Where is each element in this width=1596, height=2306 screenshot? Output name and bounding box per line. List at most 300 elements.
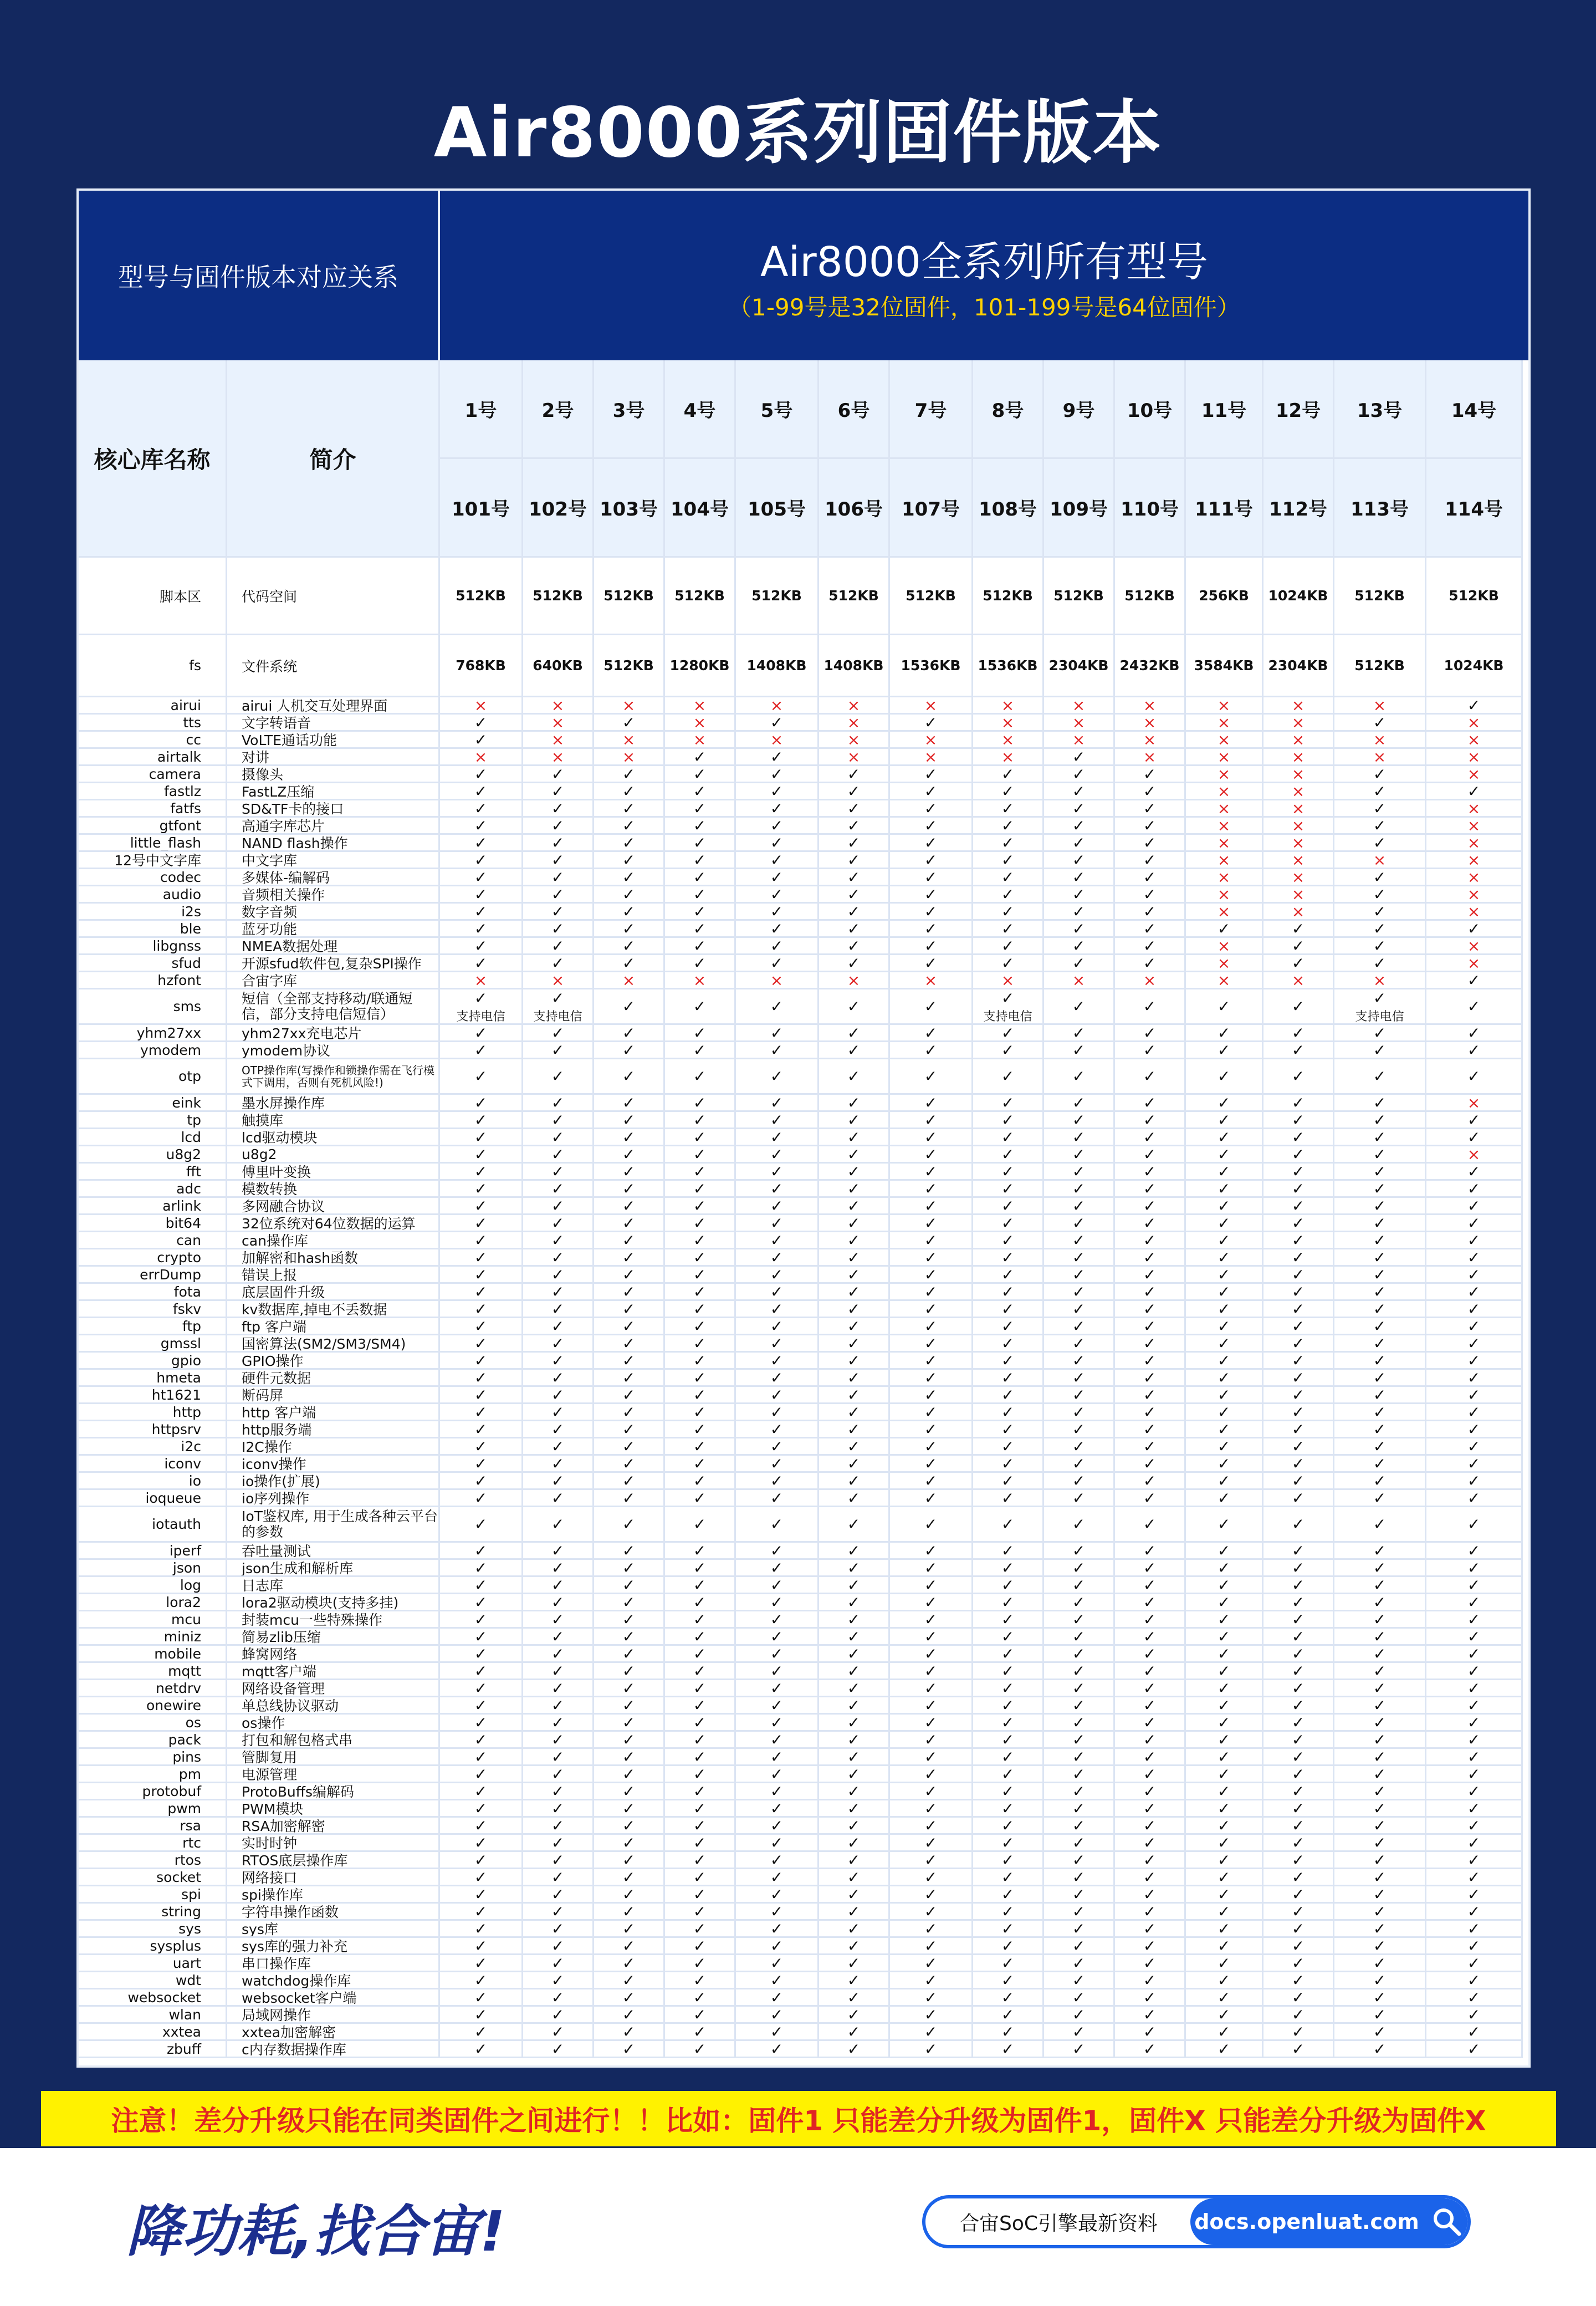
cross-icon: ×: [1291, 783, 1305, 800]
support-cell: [973, 818, 1044, 835]
support-cell: [1334, 1456, 1426, 1473]
check-icon: ✓: [1143, 1387, 1157, 1404]
library-name: mcu: [79, 1611, 227, 1629]
support-cell: [523, 972, 594, 989]
support-cell: [819, 732, 890, 749]
library-name: audio: [79, 886, 227, 904]
model-number-header: 8号: [973, 360, 1044, 459]
support-cell: [1115, 921, 1186, 938]
docs-link-button[interactable]: [1190, 2198, 1467, 2245]
check-icon: ✓: [1072, 749, 1086, 766]
library-desc: FastLZ压缩: [227, 783, 440, 800]
check-icon: ✓: [1373, 1938, 1387, 1955]
check-icon: ✓: [770, 1042, 784, 1059]
support-cell: [523, 1129, 594, 1146]
cross-icon: ×: [1373, 732, 1387, 749]
support-cell: [665, 1577, 736, 1594]
check-icon: ✓: [847, 1249, 861, 1267]
support-cell: [1186, 1611, 1264, 1629]
check-icon: ✓: [693, 818, 707, 835]
check-icon: ✓: [1467, 1594, 1481, 1611]
support-cell: [1186, 1025, 1264, 1042]
support-cell: [1264, 1800, 1334, 1818]
library-row: [79, 1886, 1528, 1904]
check-icon: ✓: [1143, 1835, 1157, 1852]
support-cell: [736, 1112, 819, 1129]
check-icon: ✓: [1467, 1749, 1481, 1766]
check-icon: ✓: [1373, 1886, 1387, 1904]
support-cell: [1044, 1938, 1115, 1955]
support-cell: [1186, 921, 1264, 938]
check-icon: ✓: [1072, 2041, 1086, 2058]
support-cell: [819, 818, 890, 835]
check-icon: ✓: [1373, 869, 1387, 886]
model-number-header: 13号: [1334, 360, 1426, 459]
support-cell: [819, 1095, 890, 1112]
check-icon: ✓: [1291, 1198, 1305, 1215]
header-right-subtitle: （1-99号是32位固件，101-199号是64位固件）: [728, 294, 1240, 321]
support-cell: [594, 1783, 665, 1800]
check-icon: ✓: [1143, 1972, 1157, 1989]
support-cell: [1334, 1869, 1426, 1886]
check-icon: ✓: [847, 1025, 861, 1042]
cross-icon: ×: [622, 732, 636, 749]
support-cell: [1044, 1852, 1115, 1869]
support-cell: [594, 1715, 665, 1732]
check-icon: ✓: [1001, 1267, 1015, 1284]
docs-link-pill[interactable]: [922, 2195, 1471, 2248]
check-icon: ✓: [1143, 1042, 1157, 1059]
check-icon: ✓: [1001, 1732, 1015, 1749]
support-cell: [890, 1181, 973, 1198]
support-cell: [973, 766, 1044, 783]
support-cell: [1044, 1370, 1115, 1387]
check-icon: ✓: [1467, 1267, 1481, 1284]
library-row: [79, 1387, 1528, 1404]
check-icon: ✓: [847, 869, 861, 886]
check-icon: ✓: [770, 2024, 784, 2041]
support-cell: [1426, 715, 1523, 732]
check-icon: ✓: [551, 1387, 565, 1404]
library-name: netdrv: [79, 1680, 227, 1697]
check-icon: ✓: [847, 938, 861, 955]
support-cell: [1264, 1129, 1334, 1146]
support-cell: [665, 989, 736, 1025]
check-icon: ✓: [1467, 1680, 1481, 1697]
library-name: fatfs: [79, 800, 227, 818]
support-cell: [665, 1318, 736, 1335]
support-cell: [1264, 1611, 1334, 1629]
check-icon: ✓: [474, 1112, 488, 1129]
check-icon: ✓: [474, 1766, 488, 1783]
support-cell: [736, 1181, 819, 1198]
support-cell: [440, 1095, 523, 1112]
support-cell: [1186, 1353, 1264, 1370]
support-cell: [973, 852, 1044, 869]
check-icon: ✓: [1467, 1181, 1481, 1198]
check-icon: ✓: [1291, 1284, 1305, 1301]
support-cell: [665, 1129, 736, 1146]
check-icon: ✓: [770, 749, 784, 766]
check-icon: ✓: [847, 1577, 861, 1594]
support-cell: [440, 1215, 523, 1232]
support-cell: [1426, 938, 1523, 955]
support-cell: [440, 1543, 523, 1560]
check-icon: ✓: [551, 1989, 565, 2007]
support-cell: [1044, 904, 1115, 921]
check-icon: ✓: [1072, 1095, 1086, 1112]
check-icon: ✓: [924, 1438, 938, 1456]
check-icon: ✓: [847, 1955, 861, 1972]
support-cell: [1044, 972, 1115, 989]
support-cell: [1334, 1629, 1426, 1646]
support-cell: [973, 783, 1044, 800]
support-cell: [1264, 1370, 1334, 1387]
support-cell: [736, 1835, 819, 1852]
support-cell: [594, 1800, 665, 1818]
check-icon: ✓: [1072, 818, 1086, 835]
check-icon: ✓: [622, 1490, 636, 1507]
check-icon: ✓: [1217, 1577, 1231, 1594]
check-icon: ✓: [1001, 938, 1015, 955]
footer-slogan: 降功耗,找合宙!: [126, 2199, 505, 2264]
check-icon: ✓: [847, 1629, 861, 1646]
cross-icon: ×: [1143, 732, 1157, 749]
cross-icon: ×: [1467, 749, 1481, 766]
support-cell: [736, 1732, 819, 1749]
check-icon: ✓: [1143, 1067, 1157, 1085]
support-cell: [665, 1335, 736, 1353]
support-cell: [594, 1680, 665, 1697]
support-cell: [665, 2007, 736, 2024]
support-cell: [1264, 1629, 1334, 1646]
check-icon: ✓: [1001, 886, 1015, 904]
support-cell: [1044, 1267, 1115, 1284]
check-icon: ✓: [622, 1663, 636, 1680]
support-cell: [1044, 1697, 1115, 1715]
support-cell: [1426, 1198, 1523, 1215]
support-cell: [523, 1387, 594, 1404]
support-cell: [1426, 1456, 1523, 1473]
check-icon: ✓: [474, 835, 488, 852]
support-cell: [1264, 1869, 1334, 1886]
library-name: socket: [79, 1869, 227, 1886]
support-cell: [440, 1404, 523, 1421]
check-icon: ✓: [551, 955, 565, 972]
support-cell: [1264, 921, 1334, 938]
support-cell: [890, 1112, 973, 1129]
support-cell: [594, 800, 665, 818]
check-icon: ✓: [1373, 1025, 1387, 1042]
check-icon: ✓: [1217, 1267, 1231, 1284]
check-icon: ✓: [770, 1456, 784, 1473]
check-icon: ✓: [1291, 1318, 1305, 1335]
library-row: [79, 1507, 1528, 1543]
check-icon: ✓: [1143, 1146, 1157, 1164]
support-cell: [1426, 1387, 1523, 1404]
check-icon: ✓: [847, 1067, 861, 1085]
support-cell: [1264, 1215, 1334, 1232]
support-cell: [1186, 1835, 1264, 1852]
check-icon: ✓: [1217, 1543, 1231, 1560]
support-cell: [594, 715, 665, 732]
check-icon: ✓: [1291, 1783, 1305, 1800]
support-cell: [594, 1507, 665, 1543]
support-cell: [1044, 1611, 1115, 1629]
check-icon: ✓: [1143, 1886, 1157, 1904]
model-number-header-64bit: 114号: [1426, 459, 1523, 558]
check-icon: ✓: [474, 2041, 488, 2058]
size-value: 512KB: [1334, 558, 1426, 635]
support-cell: [523, 1852, 594, 1869]
support-cell: [973, 1904, 1044, 1921]
support-cell: [440, 2007, 523, 2024]
support-cell: [973, 1611, 1044, 1629]
cross-icon: ×: [1373, 749, 1387, 766]
support-cell: [736, 1543, 819, 1560]
library-desc: OTP操作库(写操作和锁操作需在飞行模式下调用，否则有死机风险!): [227, 1059, 440, 1095]
library-desc: GPIO操作: [227, 1353, 440, 1370]
check-icon: ✓: [1291, 1543, 1305, 1560]
library-desc: 打包和解包格式串: [227, 1732, 440, 1749]
support-cell: [819, 1611, 890, 1629]
check-icon: ✓: [1291, 1611, 1305, 1629]
support-cell: [594, 1904, 665, 1921]
library-name: ioqueue: [79, 1490, 227, 1507]
check-icon: ✓: [847, 1146, 861, 1164]
support-cell: [890, 1473, 973, 1490]
support-cell: [1115, 1594, 1186, 1611]
support-cell: [890, 1164, 973, 1181]
cross-icon: ×: [1291, 869, 1305, 886]
support-cell: [440, 1989, 523, 2007]
check-icon: ✓: [1001, 1181, 1015, 1198]
library-row: [79, 1938, 1528, 1955]
library-row: [79, 1301, 1528, 1318]
support-cell: [1186, 1284, 1264, 1301]
support-cell: [890, 1852, 973, 1869]
support-cell: [1334, 1146, 1426, 1164]
library-desc: I2C操作: [227, 1438, 440, 1456]
check-icon: ✓: [924, 1783, 938, 1800]
support-cell: [665, 1611, 736, 1629]
support-cell: [523, 1611, 594, 1629]
support-cell: [890, 1629, 973, 1646]
check-icon: ✓: [1373, 1594, 1387, 1611]
support-cell: [1186, 697, 1264, 715]
check-icon: ✓: [847, 1473, 861, 1490]
check-icon: ✓: [474, 1370, 488, 1387]
support-cell: [819, 869, 890, 886]
check-icon: ✓: [847, 1989, 861, 2007]
check-icon: ✓: [474, 1067, 488, 1085]
check-icon: ✓: [1143, 1732, 1157, 1749]
support-cell: [440, 1697, 523, 1715]
support-cell: [440, 1663, 523, 1680]
support-cell: [594, 1456, 665, 1473]
library-name: wlan: [79, 2007, 227, 2024]
check-icon: ✓: [622, 1680, 636, 1697]
check-icon: ✓: [622, 1886, 636, 1904]
support-cell: [1334, 1904, 1426, 1921]
check-icon: ✓: [924, 1387, 938, 1404]
check-icon: ✓: [1291, 938, 1305, 955]
check-icon: ✓: [474, 2007, 488, 2024]
support-cell: [1334, 921, 1426, 938]
check-icon: ✓: [1001, 1835, 1015, 1852]
library-desc: 音频相关操作: [227, 886, 440, 904]
library-desc: sys库的强力补充: [227, 1938, 440, 1955]
check-icon: ✓: [1291, 1095, 1305, 1112]
support-cell: [594, 1095, 665, 1112]
support-cell: [736, 1438, 819, 1456]
check-icon: ✓: [1072, 1112, 1086, 1129]
check-icon: ✓: [622, 1456, 636, 1473]
support-cell: [440, 1904, 523, 1921]
support-cell: [1426, 1921, 1523, 1938]
check-icon: ✓: [622, 1938, 636, 1955]
support-cell: [890, 1438, 973, 1456]
check-icon: ✓: [1467, 2041, 1481, 2058]
check-icon: ✓: [847, 1611, 861, 1629]
check-icon: ✓: [1001, 1370, 1015, 1387]
check-icon: ✓: [1072, 955, 1086, 972]
check-icon: ✓: [1373, 2007, 1387, 2024]
support-cell: [665, 1042, 736, 1059]
size-value: 768KB: [440, 635, 523, 697]
check-icon: ✓: [1291, 1335, 1305, 1353]
library-desc: IoT鉴权库, 用于生成各种云平台的参数: [227, 1507, 440, 1543]
check-icon: ✓: [847, 835, 861, 852]
check-icon: ✓: [1217, 1473, 1231, 1490]
support-cell: [1186, 1543, 1264, 1560]
support-cell: [523, 1249, 594, 1267]
check-icon: ✓: [847, 1938, 861, 1955]
support-cell: [819, 1732, 890, 1749]
check-icon: ✓: [1001, 1490, 1015, 1507]
support-cell: [890, 1680, 973, 1697]
support-cell: [594, 835, 665, 852]
library-row: [79, 972, 1528, 989]
support-cell: [523, 989, 594, 1025]
support-cell: [440, 1715, 523, 1732]
support-cell: [736, 1353, 819, 1370]
library-row: [79, 1972, 1528, 1989]
model-number-header-64bit: 109号: [1044, 459, 1115, 558]
check-icon: ✓: [1143, 1284, 1157, 1301]
support-cell: [736, 1715, 819, 1732]
support-cell: [440, 1421, 523, 1438]
support-cell: [594, 2024, 665, 2041]
support-cell: [1426, 904, 1523, 921]
check-icon: ✓: [1001, 1989, 1015, 2007]
library-desc: io序列操作: [227, 1490, 440, 1507]
check-icon: ✓: [1291, 1886, 1305, 1904]
check-icon: ✓: [693, 1284, 707, 1301]
support-cell: [890, 1938, 973, 1955]
check-icon: ✓: [1217, 1129, 1231, 1146]
check-icon: ✓: [1217, 1680, 1231, 1697]
support-cell: [1186, 1938, 1264, 1955]
support-cell: [594, 1646, 665, 1663]
size-value: 512KB: [973, 558, 1044, 635]
check-icon: ✓: [1373, 1543, 1387, 1560]
size-value: 2304KB: [1044, 635, 1115, 697]
support-cell: [1115, 1904, 1186, 1921]
check-icon: ✓: [847, 1783, 861, 1800]
support-cell: [1115, 1215, 1186, 1232]
support-cell: [1264, 1852, 1334, 1869]
support-cell: [1115, 1921, 1186, 1938]
support-cell: [1044, 1921, 1115, 1938]
check-icon: ✓: [474, 1749, 488, 1766]
support-cell: [440, 1335, 523, 1353]
library-row: [79, 852, 1528, 869]
library-row: [79, 938, 1528, 955]
support-cell: [1334, 1749, 1426, 1766]
support-cell: [594, 989, 665, 1025]
support-cell: [819, 1215, 890, 1232]
library-desc: 管脚复用: [227, 1749, 440, 1766]
check-icon: ✓: [924, 1318, 938, 1335]
support-cell: [890, 1198, 973, 1215]
check-icon: ✓: [1373, 1421, 1387, 1438]
support-cell: [973, 1818, 1044, 1835]
support-cell: [440, 921, 523, 938]
check-icon: ✓: [924, 1335, 938, 1353]
check-icon: ✓: [1072, 1387, 1086, 1404]
check-icon: ✓: [622, 1749, 636, 1766]
check-icon: ✓: [770, 1818, 784, 1835]
cross-icon: ×: [1217, 852, 1231, 869]
library-row: [79, 1284, 1528, 1301]
check-icon: ✓: [474, 1680, 488, 1697]
cross-icon: ×: [1217, 955, 1231, 972]
support-cell: [523, 1629, 594, 1646]
support-cell: [1264, 1232, 1334, 1249]
support-cell: [736, 972, 819, 989]
support-cell: [973, 1921, 1044, 1938]
support-cell: [1264, 783, 1334, 800]
library-desc: can操作库: [227, 1232, 440, 1249]
check-icon: ✓: [693, 1232, 707, 1249]
support-cell: [736, 1284, 819, 1301]
support-cell: [1115, 2007, 1186, 2024]
check-icon: ✓: [693, 783, 707, 800]
check-icon: ✓: [474, 1404, 488, 1421]
model-number-header: 14号: [1426, 360, 1523, 459]
check-icon: ✓: [551, 1594, 565, 1611]
check-icon: ✓: [1143, 955, 1157, 972]
support-cell: [1186, 2024, 1264, 2041]
support-cell: [1186, 852, 1264, 869]
support-cell: [1186, 1904, 1264, 1921]
check-icon: ✓: [551, 1697, 565, 1715]
support-cell: [1334, 1835, 1426, 1852]
support-cell: [1264, 869, 1334, 886]
cross-icon: ×: [622, 749, 636, 766]
support-cell: [736, 1146, 819, 1164]
check-icon: ✓: [551, 1421, 565, 1438]
support-cell: [594, 1732, 665, 1749]
check-icon: ✓: [1072, 1715, 1086, 1732]
cross-icon: ×: [1001, 715, 1015, 732]
support-cell: [1115, 2041, 1186, 2058]
check-icon: ✓: [622, 852, 636, 869]
check-icon: ✓: [1143, 852, 1157, 869]
check-icon: ✓: [1001, 1543, 1015, 1560]
check-icon: ✓: [474, 1972, 488, 1989]
